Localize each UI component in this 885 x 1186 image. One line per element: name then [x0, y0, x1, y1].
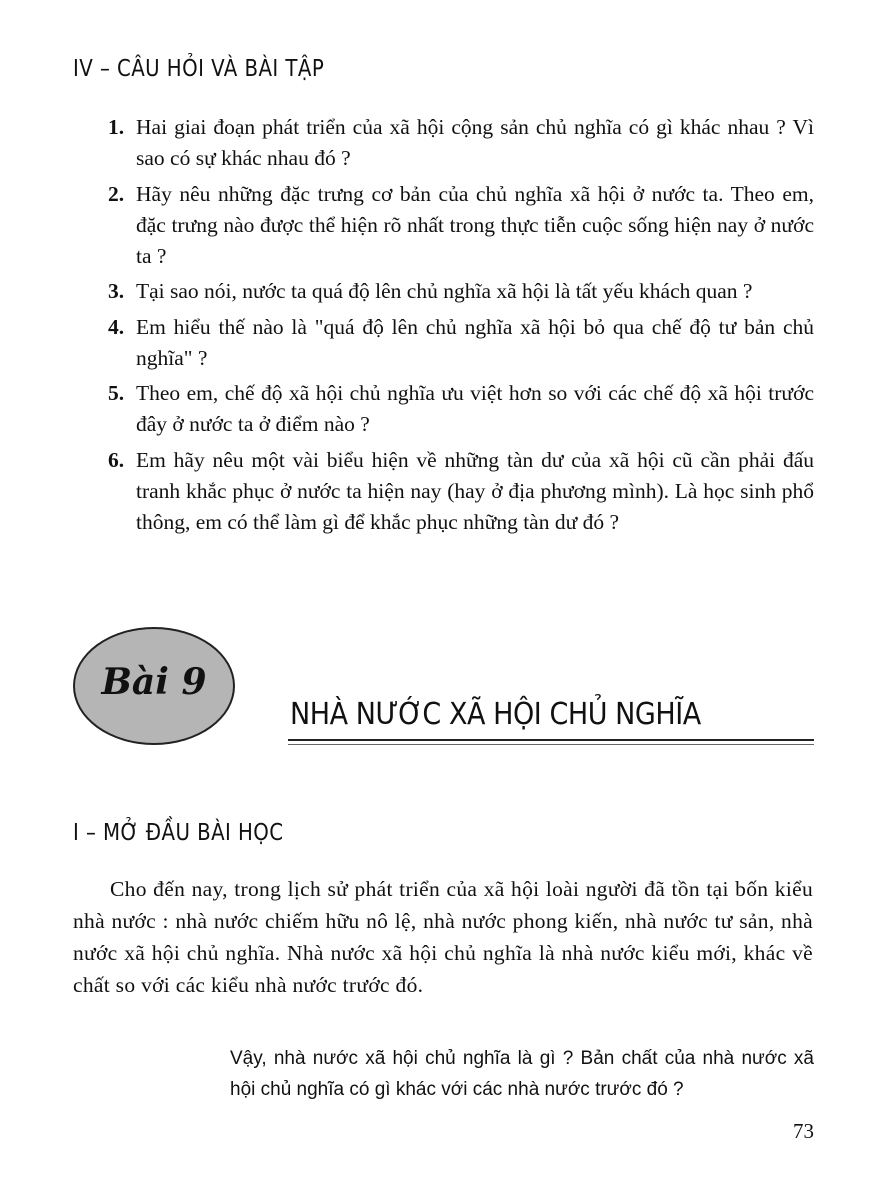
question-text: Hãy nêu những đặc trưng cơ bản của chủ nghĩa xã hội ở nước ta. Theo em, đặc trưng nào được thể hiện rõ nhất trong thực tiễn cuộc sống hiện nay ở nước ta ?	[136, 181, 814, 268]
question-item	[108, 179, 814, 272]
title-underline-thin	[288, 744, 814, 745]
question-item	[108, 378, 814, 440]
lesson-title: NHÀ NƯỚC XÃ HỘI CHỦ NGHĨA	[290, 697, 701, 732]
question-item	[108, 445, 814, 538]
question-text: Hai giai đoạn phát triển của xã hội cộng sản chủ nghĩa có gì khác nhau ? Vì sao có sự khác nhau đó ?	[136, 115, 814, 170]
intro-paragraph: Cho đến nay, trong lịch sử phát triển của xã hội loài người đã tồn tại bốn kiểu nhà nước : nhà nước chiếm hữu nô lệ, nhà nước phong kiến, nhà nước tư sản, nhà nước xã hội chủ nghĩa. Nhà nước xã hội chủ nghĩa là nhà nước kiểu mới, khác về chất so với các kiểu nhà nước trước đó.	[73, 877, 813, 997]
question-text: Theo em, chế độ xã hội chủ nghĩa ưu việt hơn so với các chế độ xã hội trước đây ở nước ta ở điểm nào ?	[136, 381, 814, 436]
lesson-badge	[73, 627, 235, 745]
lesson-badge-label: Bài 9	[101, 661, 207, 703]
question-text: Tại sao nói, nước ta quá độ lên chủ nghĩa xã hội là tất yếu khách quan ?	[136, 279, 753, 303]
question-number: 3.	[108, 279, 125, 303]
question-item	[108, 112, 814, 174]
question-item	[108, 312, 814, 374]
guiding-question: Vậy, nhà nước xã hội chủ nghĩa là gì ? Bản chất của nhà nước xã hội chủ nghĩa có gì khác với các nhà nước trước đó ?	[230, 1048, 814, 1100]
question-list	[108, 112, 814, 542]
question-number: 5.	[108, 381, 125, 405]
section-heading-review: IV – CÂU HỎI VÀ BÀI TẬP	[73, 56, 325, 82]
section-heading-intro: I – MỞ ĐẦU BÀI HỌC	[73, 820, 284, 846]
question-number: 2.	[108, 181, 125, 206]
question-number: 1.	[108, 115, 125, 139]
question-text: Em hãy nêu một vài biểu hiện về những tàn dư của xã hội cũ cần phải đấu tranh khắc phục ở nước ta hiện nay (hay ở địa phương mình). Là học sinh phổ thông, em có thể làm gì để khắc phục những tàn dư đó ?	[136, 447, 814, 534]
page-number: 73	[793, 1119, 814, 1143]
question-number: 6.	[108, 447, 125, 472]
question-item	[108, 276, 814, 307]
question-number: 4.	[108, 314, 125, 339]
question-text: Em hiểu thế nào là "quá độ lên chủ nghĩa xã hội bỏ qua chế độ tư bản chủ nghĩa" ?	[136, 314, 814, 370]
title-underline	[288, 739, 814, 741]
